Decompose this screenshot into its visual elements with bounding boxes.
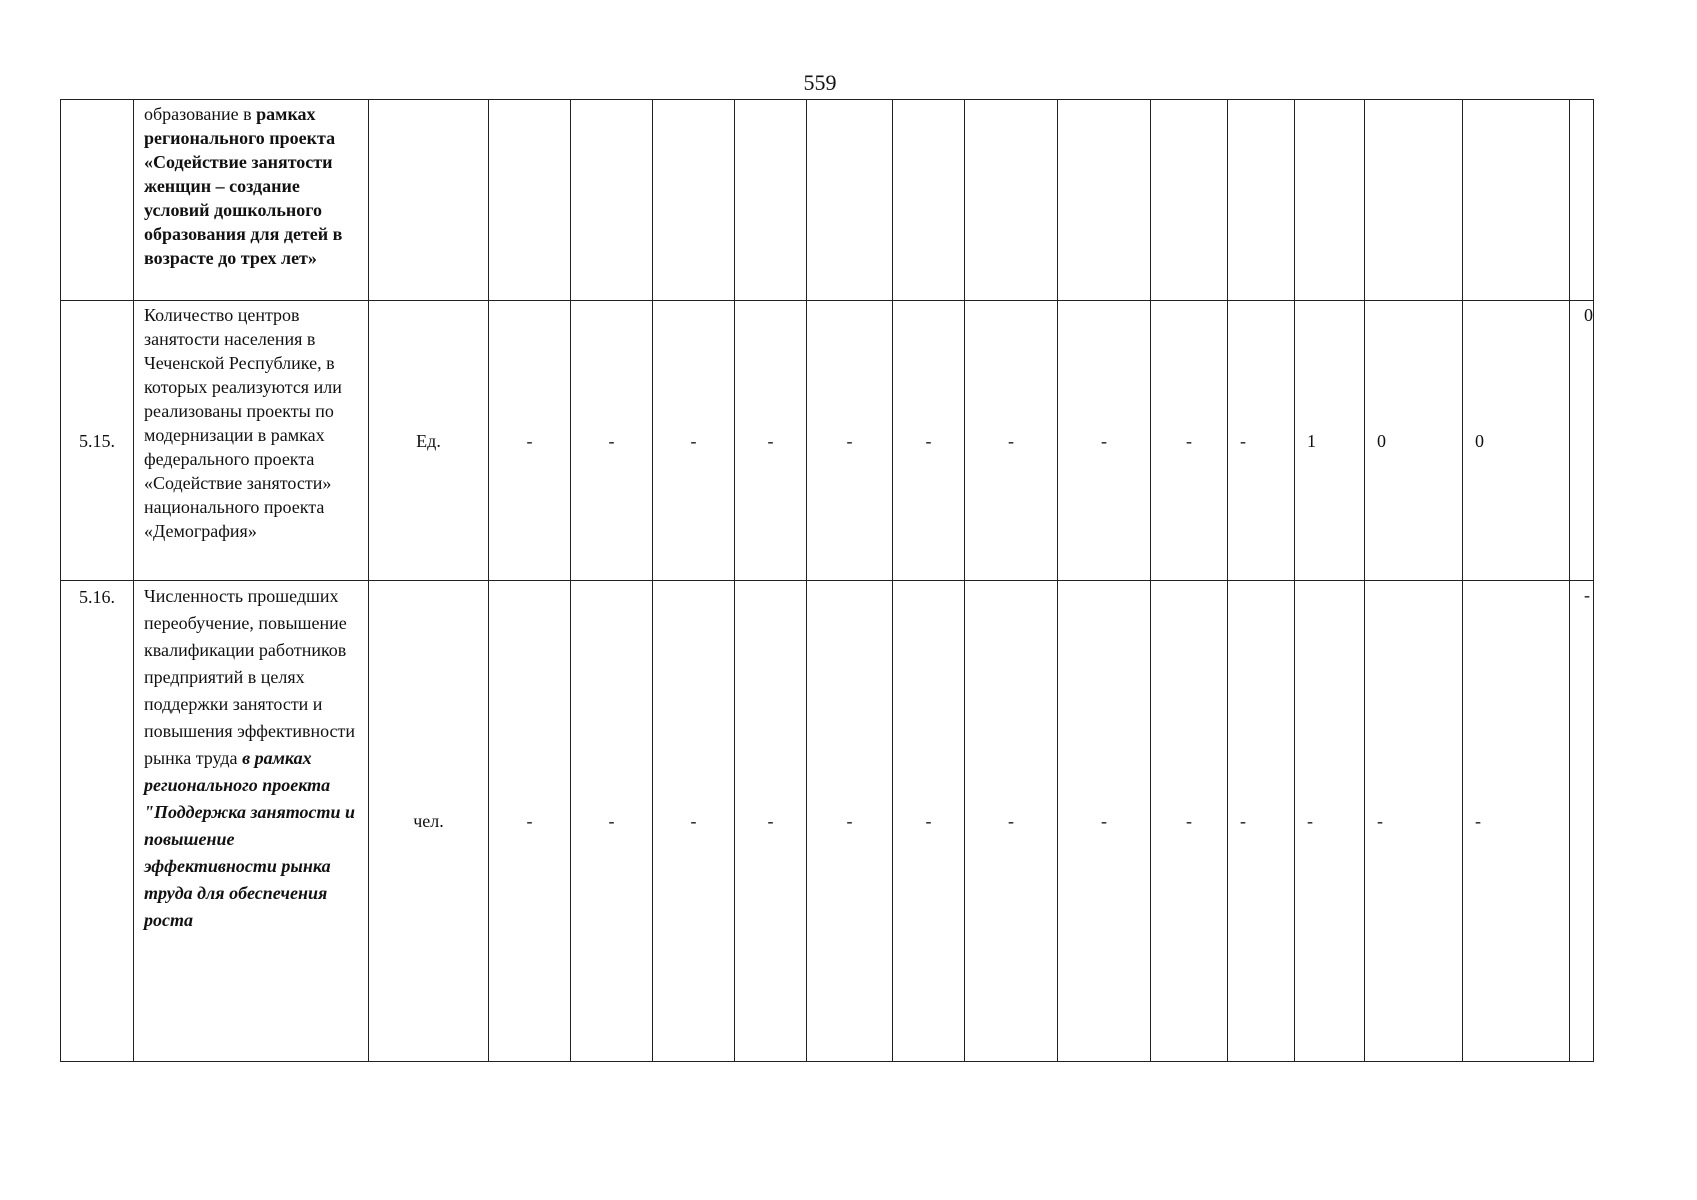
- row-number-cell: 5.16.: [61, 581, 134, 1062]
- value-cell: -: [1228, 301, 1295, 581]
- value-cell: [893, 100, 965, 301]
- page-number: 559: [803, 70, 837, 95]
- value-cell: -: [1228, 581, 1295, 1062]
- unit-cell: Ед.: [369, 301, 489, 581]
- value-cell: -: [653, 581, 735, 1062]
- unit-cell: чел.: [369, 581, 489, 1062]
- value-cell: 0: [1463, 301, 1570, 581]
- value-cell: -: [1570, 581, 1594, 1062]
- value-cell: -: [965, 581, 1058, 1062]
- value-cell: [1151, 100, 1228, 301]
- value-cell: [965, 100, 1058, 301]
- value-cell: -: [893, 581, 965, 1062]
- value-cell: 0: [1570, 301, 1594, 581]
- table-row: [61, 301, 1594, 581]
- value-cell: -: [1295, 581, 1365, 1062]
- value-cell: -: [807, 301, 893, 581]
- value-cell: -: [1151, 301, 1228, 581]
- indicator-description: образование в рамках регионального проекта «Содействие занятости женщин – создание условий дошкольного образования для детей в возрасте до трех лет»: [134, 100, 369, 301]
- table-row: [61, 581, 1594, 1062]
- value-cell: -: [807, 581, 893, 1062]
- indicator-table: [60, 99, 1594, 1062]
- value-cell: 1: [1295, 301, 1365, 581]
- value-cell: -: [489, 301, 571, 581]
- value-cell: -: [489, 581, 571, 1062]
- table-row: [61, 100, 1594, 301]
- value-cell: [1463, 100, 1570, 301]
- indicator-description: Количество центров занятости населения в Чеченской Республике, в которых реализуются или реализованы проекты по модернизации в рамках федерального проекта «Содействие занятости» национального проекта «Демография»: [134, 301, 369, 581]
- value-cell: -: [571, 581, 653, 1062]
- value-cell: -: [893, 301, 965, 581]
- value-cell: -: [1365, 581, 1463, 1062]
- value-cell: -: [571, 301, 653, 581]
- row-number-cell: 5.15.: [61, 301, 134, 581]
- unit-cell: [369, 100, 489, 301]
- value-cell: [1570, 100, 1594, 301]
- row-number-cell: [61, 100, 134, 301]
- value-cell: -: [735, 581, 807, 1062]
- value-cell: -: [1058, 301, 1151, 581]
- value-cell: -: [1151, 581, 1228, 1062]
- value-cell: [1365, 100, 1463, 301]
- value-cell: -: [735, 301, 807, 581]
- value-cell: -: [1463, 581, 1570, 1062]
- value-cell: [571, 100, 653, 301]
- value-cell: [1058, 100, 1151, 301]
- value-cell: [735, 100, 807, 301]
- value-cell: -: [653, 301, 735, 581]
- value-cell: [807, 100, 893, 301]
- value-cell: 0: [1365, 301, 1463, 581]
- value-cell: [489, 100, 571, 301]
- value-cell: [1295, 100, 1365, 301]
- value-cell: [653, 100, 735, 301]
- value-cell: [1228, 100, 1295, 301]
- value-cell: -: [965, 301, 1058, 581]
- indicator-description: Численность прошедших переобучение, повышение квалификации работников предприятий в целях поддержки занятости и повышения эффективности рынка труда в рамках регионального проекта "Поддержка занятости и повышение эффективности рынка труда для обеспечения роста: [134, 581, 369, 1062]
- value-cell: -: [1058, 581, 1151, 1062]
